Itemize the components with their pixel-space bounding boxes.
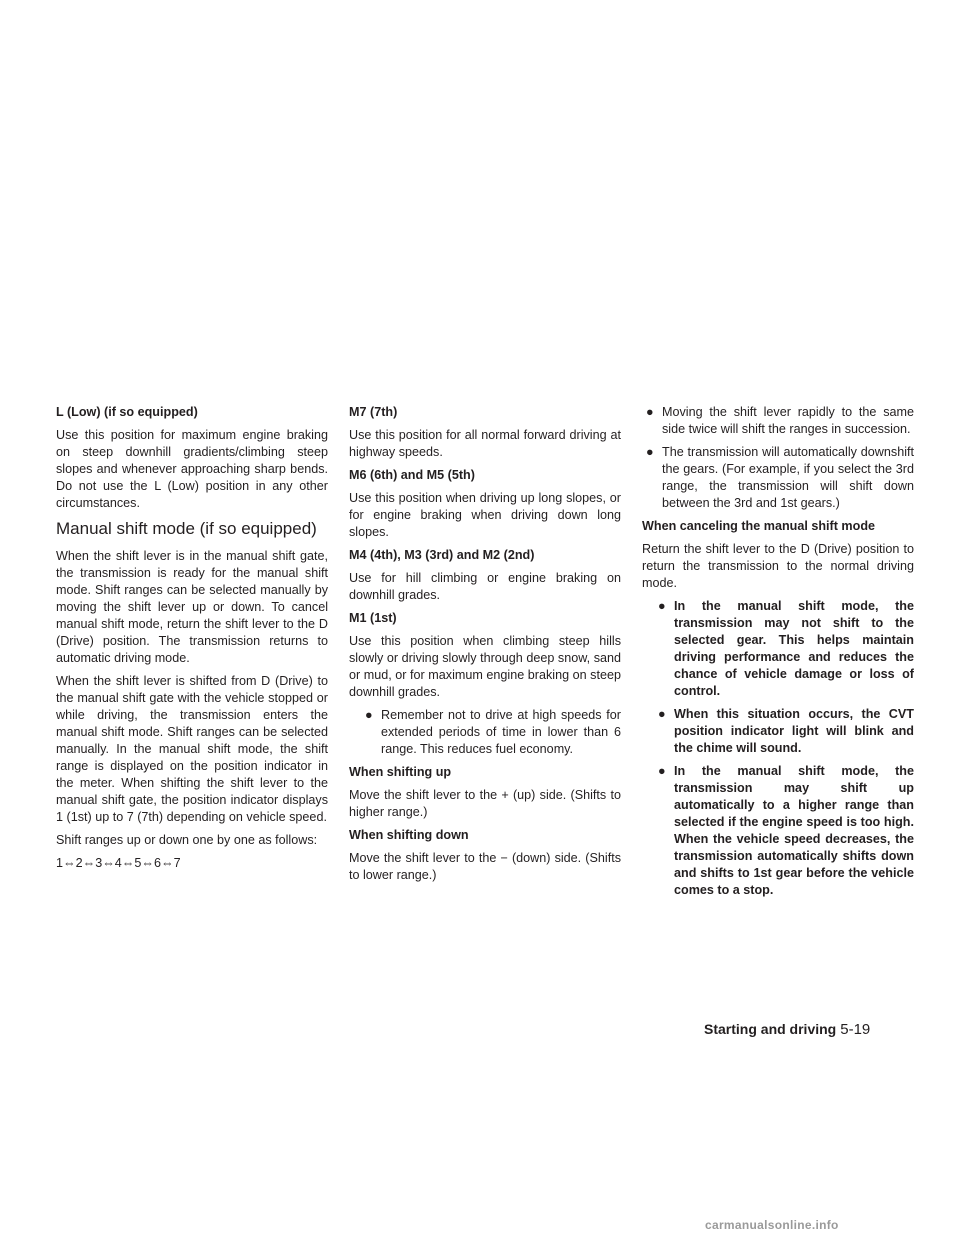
manual-paragraph-2: When the shift lever is shifted from D (Drive) to the manual shift gate with the vehicle stopped or while driving, the transmission enters the manual shift mode. Shift ranges can be selected manually. In the manual shift mode, the shift range is displayed on the position indicator in the meter. When shifting the shift lever to the manual shift gate, the position indicator displays 1 (1st) up to 7 (7th) depending on vehicle speed.	[56, 674, 328, 824]
bullet-dot-icon: ●	[658, 599, 666, 613]
m1-bullet-text: Remember not to drive at high speeds for extended periods of time in lower than 6 range. This reduces fuel economy.	[381, 708, 621, 756]
shift-sequence: 1⇔2⇔3⇔4⇔5⇔6⇔7	[56, 856, 181, 870]
shift-up-paragraph: Move the shift lever to the + (up) side. (Shifts to higher range.)	[349, 788, 621, 819]
shift-down-heading: When shifting down	[349, 828, 469, 842]
manual-paragraph-1: When the shift lever is in the manual shift gate, the transmission is ready for the manual shift mode. Shift ranges can be selected manually by moving the shift lever up or down. To cancel manual shift mode, return the shift lever to the D (Drive) position. The transmission returns to automatic driving mode.	[56, 549, 328, 665]
m1-paragraph: Use this position when climbing steep hills slowly or driving slowly through deep snow, sand or mud, or for maximum engine braking on steep downhill grades.	[349, 634, 621, 699]
footer-section-title: Starting and driving	[704, 1021, 837, 1037]
low-heading: L (Low) (if so equipped)	[56, 405, 198, 419]
shift-down-paragraph: Move the shift lever to the − (down) side. (Shifts to lower range.)	[349, 851, 621, 882]
warning-item	[654, 706, 914, 757]
column-left	[56, 404, 328, 878]
list-item-text: The transmission will automatically downshift the gears. (For example, if you select the 3rd range, the transmission will shift down between the 3rd and 1st gears.)	[662, 445, 914, 510]
warning-item-text: In the manual shift mode, the transmission may shift up automatically to a higher range than selected if the engine speed is too high. When the vehicle speed decreases, the transmission automatically shifts down and shifts to 1st gear before the vehicle comes to a stop.	[674, 764, 914, 897]
warning-item-text: When this situation occurs, the CVT position indicator light will blink and the chime will sound.	[674, 707, 914, 755]
m6-heading: M6 (6th) and M5 (5th)	[349, 468, 475, 482]
m1-bullet	[361, 707, 621, 758]
bullet-dot-icon: ●	[658, 707, 666, 721]
column-right	[642, 404, 914, 905]
watermark: carmanualsonline.info	[705, 1218, 839, 1232]
bullet-dot-icon: ●	[658, 764, 666, 778]
warning-item	[654, 763, 914, 899]
page-footer	[704, 1019, 870, 1040]
m7-paragraph: Use this position for all normal forward driving at highway speeds.	[349, 428, 621, 459]
m4-paragraph: Use for hill climbing or engine braking on downhill grades.	[349, 571, 621, 602]
warning-item	[654, 598, 914, 700]
warning-item-text: In the manual shift mode, the transmission may not shift to the selected gear. This helps maintain driving performance and reduces the chance of vehicle damage or loss of control.	[674, 599, 914, 698]
list-item	[642, 404, 914, 438]
cancel-paragraph: Return the shift lever to the D (Drive) position to return the transmission to the normal driving mode.	[642, 542, 914, 590]
cancel-heading: When canceling the manual shift mode	[642, 519, 876, 533]
bullet-dot-icon: ●	[365, 708, 373, 722]
manual-shift-title: Manual shift mode (if so equipped)	[56, 519, 317, 538]
column-middle	[349, 404, 621, 890]
shift-up-heading: When shifting up	[349, 765, 452, 779]
list-item-text: Moving the shift lever rapidly to the same side twice will shift the ranges in succession.	[662, 405, 914, 436]
m1-heading: M1 (1st)	[349, 611, 397, 625]
page-number: 5-19	[840, 1021, 871, 1038]
m4-heading: M4 (4th), M3 (3rd) and M2 (2nd)	[349, 548, 535, 562]
m7-heading: M7 (7th)	[349, 405, 398, 419]
m6-paragraph: Use this position when driving up long slopes, or for engine braking when driving down long slopes.	[349, 491, 621, 539]
manual-paragraph-3: Shift ranges up or down one by one as follows:	[56, 833, 318, 847]
list-item	[642, 444, 914, 512]
bullet-dot-icon: ●	[646, 445, 654, 459]
low-paragraph: Use this position for maximum engine braking on steep downhill gradients/climbing steep slopes and whenever approaching sharp bends. Do not use the L (Low) position in any other circumstances.	[56, 428, 328, 510]
bullet-dot-icon: ●	[646, 405, 654, 419]
